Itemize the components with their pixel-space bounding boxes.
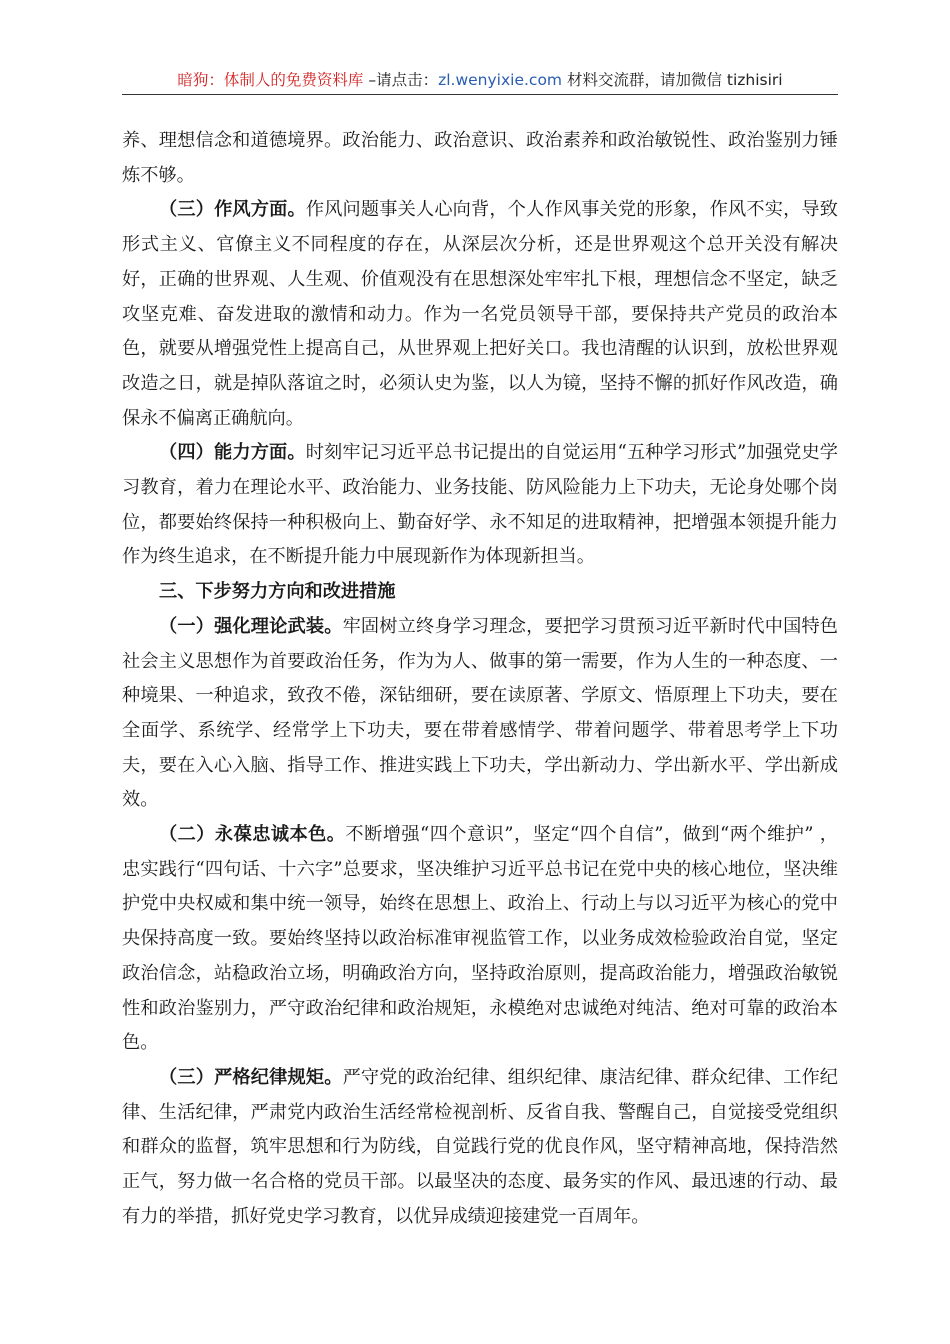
paragraph-text: 时刻牢记习近平总书记提出的自觉运用“五种学习形式”加强党史学习教育，着力在理论水平、政治能力、业务技能、防风险能力上下功夫，无论身处哪个岗位，都要始终保持一种积极向上、勤奋好学、永不知足的进取精神，把增强本领提升能力作为终生追求，在不断提升能力中展现新作为体现新担当。 bbox=[122, 442, 838, 568]
paragraph-text: 牢固树立终身学习理念，要把学习贯预习近平新时代中国特色社会主义思想作为首要政治任务，作为为人、做事的第一需要，作为人生的一种态度、一种境果、一种追求，致孜不倦，深钻细研，要在读原著、学原文、悟原理上下功夫，要在全面学、系统学、经常学上下功夫，要在带着感情学、带着问题学、带着思考学上下功夫，要在入心入脑、指导工作、推进实践上下功夫，学出新动力、学出新水平、学出新成效。 bbox=[122, 615, 838, 811]
paragraph-text: 养、理想信念和道德境界。政治能力、政治意识、政治素养和政治敏锐性、政治鉴别力锤炼不够。 bbox=[122, 130, 838, 186]
document-body bbox=[122, 124, 838, 1235]
paragraph-theory bbox=[122, 610, 838, 818]
paragraph-work-style bbox=[122, 193, 838, 436]
paragraph-heading: （三）作风方面。 bbox=[159, 199, 306, 221]
paragraph-heading: （一）强化理论武装。 bbox=[159, 615, 343, 637]
header-site-link[interactable]: zl.wenyixie.com bbox=[438, 71, 563, 89]
section-heading bbox=[122, 575, 838, 610]
section-title: 三、下步努力方向和改进措施 bbox=[159, 581, 396, 603]
page-header bbox=[122, 68, 838, 95]
paragraph-heading: （四）能力方面。 bbox=[159, 442, 306, 464]
paragraph-continuation bbox=[122, 124, 838, 193]
paragraph-text: 严守党的政治纪律、组织纪律、康洁纪律、群众纪律、工作纪律、生活纪律，严肃党内政治生活经常检视剖析、反省自我、警醒自己，自觉接受党组织和群众的监督，筑牢思想和行为防线，自觉践行党的优良作风，坚守精神高地，保持浩然正气，努力做一名合格的党员干部。以最坚决的态度、最务实的作风、最迅速的行动、最有力的举措，抓好党史学习教育，以优异成绩迎接建党一百周年。 bbox=[122, 1066, 838, 1227]
paragraph-heading: （二）永葆忠诚本色。 bbox=[159, 824, 346, 846]
paragraph-loyalty bbox=[122, 818, 838, 1061]
paragraph-text: 作风问题事关人心向背，个人作风事关党的形象，作风不实，导致形式主义、官僚主义不同程度的存在，从深层次分析，还是世界观这个总开关没有解决好，正确的世界观、人生观、价值观没有在思想深处牢牢扎下根，理想信念不坚定，缺乏攻坚克难、奋发进取的激情和动力。作为一名党员领导干部，要保持共产党员的政治本色，就要从增强党性上提高自己，从世界观上把好关口。我也清醒的认识到，放松世界观改造之日，就是掉队落谊之时，必须认史为鉴，以人为镜，坚持不懈的抓好作风改造，确保永不偏离正确航向。 bbox=[122, 199, 838, 429]
paragraph-text: 不断增强“四个意识”，坚定“四个自信”，做到“两个维护” ，忠实践行“四句话、十六字”总要求，坚决维护习近平总书记在党中央的核心地位，坚决维护党中央权威和集中统一领导，始终在思想上、政治上、行动上与以习近平为核心的党中央保持高度一致。要始终坚持以政治标准审视监管工作，以业务成效检验政治自觉，坚定政治信念，站稳政治立场，明确政治方向，坚持政治原则，提高政治能力，增强政治敏锐性和政治鉴别力，严守政治纪律和政治规矩，永模绝对忠诚绝对纯洁、绝对可靠的政治本色。 bbox=[122, 824, 838, 1054]
header-click-prompt: –请点击： bbox=[363, 71, 439, 89]
header-site-name: 暗狗：体制人的免费资料库 bbox=[177, 71, 364, 89]
paragraph-ability bbox=[122, 436, 838, 575]
header-wechat-note: 材料交流群，请加微信 tizhisiri bbox=[562, 71, 783, 89]
paragraph-discipline bbox=[122, 1061, 838, 1235]
paragraph-heading: （三）严格纪律规矩。 bbox=[159, 1066, 343, 1088]
